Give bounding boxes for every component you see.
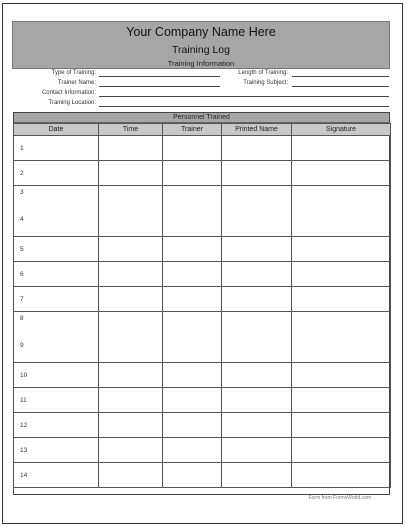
column-header-date: Date	[14, 124, 99, 136]
trainer-cell[interactable]	[163, 312, 222, 363]
time-cell[interactable]	[99, 413, 163, 438]
table-row	[14, 413, 391, 438]
time-cell[interactable]	[99, 136, 163, 161]
printed-name-cell[interactable]	[222, 413, 292, 438]
trainer-cell[interactable]	[163, 463, 222, 488]
row-number-pair[interactable]	[14, 312, 99, 363]
time-cell[interactable]	[99, 363, 163, 388]
table-row	[14, 186, 391, 237]
length-of-training-row	[220, 70, 288, 78]
printed-name-cell[interactable]	[222, 161, 292, 186]
training-subject-label: Training Subject:	[243, 80, 288, 86]
row-number[interactable]: 6	[14, 262, 99, 287]
row-number[interactable]: 1	[14, 136, 99, 161]
table-row	[14, 262, 391, 287]
length-of-training-field[interactable]	[292, 76, 389, 77]
form-header	[12, 21, 390, 69]
trainer-name-field[interactable]	[99, 86, 220, 87]
trainer-cell[interactable]	[163, 287, 222, 312]
column-header-time: Time	[99, 124, 163, 136]
column-header-signature: Signature	[292, 124, 391, 136]
time-cell[interactable]	[99, 312, 163, 363]
column-header-trainer: Trainer	[163, 124, 222, 136]
trainer-cell[interactable]	[163, 388, 222, 413]
training-subject-row	[220, 80, 288, 88]
table-row	[14, 438, 391, 463]
trainer-cell[interactable]	[163, 413, 222, 438]
type-of-training-field[interactable]	[99, 76, 220, 77]
trainer-cell[interactable]	[163, 161, 222, 186]
row-number: 9	[20, 342, 24, 349]
printed-name-cell[interactable]	[222, 388, 292, 413]
row-number[interactable]: 11	[14, 388, 99, 413]
training-location-field[interactable]	[99, 106, 389, 107]
row-number[interactable]: 7	[14, 287, 99, 312]
row-number: 8	[20, 315, 24, 322]
trainer-cell[interactable]	[163, 186, 222, 237]
printed-name-cell[interactable]	[222, 237, 292, 262]
signature-cell[interactable]	[292, 438, 391, 463]
training-location-row	[0, 100, 96, 108]
table-row	[14, 161, 391, 186]
row-number[interactable]: 2	[14, 161, 99, 186]
signature-cell[interactable]	[292, 388, 391, 413]
table-row	[14, 363, 391, 388]
personnel-trained-label: Personnel Trained	[14, 113, 389, 123]
row-number[interactable]: 5	[14, 237, 99, 262]
trainer-cell[interactable]	[163, 363, 222, 388]
contact-information-field[interactable]	[99, 96, 389, 97]
length-of-training-label: Length of Training:	[238, 70, 288, 76]
printed-name-cell[interactable]	[222, 136, 292, 161]
type-of-training-row	[0, 70, 96, 78]
row-number[interactable]: 14	[14, 463, 99, 488]
personnel-trained-table	[13, 112, 390, 495]
trainer-name-label: Trainer Name:	[57, 80, 96, 86]
row-number[interactable]: 10	[14, 363, 99, 388]
signature-cell[interactable]	[292, 413, 391, 438]
row-number[interactable]: 12	[14, 413, 99, 438]
row-number: 4	[20, 216, 24, 223]
signature-cell[interactable]	[292, 363, 391, 388]
row-number[interactable]: 13	[14, 438, 99, 463]
printed-name-cell[interactable]	[222, 287, 292, 312]
time-cell[interactable]	[99, 186, 163, 237]
trainer-cell[interactable]	[163, 438, 222, 463]
signature-cell[interactable]	[292, 463, 391, 488]
time-cell[interactable]	[99, 463, 163, 488]
time-cell[interactable]	[99, 237, 163, 262]
table-row	[14, 312, 391, 363]
printed-name-cell[interactable]	[222, 312, 292, 363]
footer-note: Form from FormsWorld.com	[308, 495, 371, 501]
time-cell[interactable]	[99, 161, 163, 186]
row-number: 3	[20, 189, 24, 196]
table-row	[14, 463, 391, 488]
signature-cell[interactable]	[292, 186, 391, 237]
table-row	[14, 388, 391, 413]
signature-cell[interactable]	[292, 161, 391, 186]
time-cell[interactable]	[99, 438, 163, 463]
table-row	[14, 136, 391, 161]
company-name: Your Company Name Here	[126, 25, 276, 39]
printed-name-cell[interactable]	[222, 186, 292, 237]
signature-cell[interactable]	[292, 136, 391, 161]
time-cell[interactable]	[99, 287, 163, 312]
printed-name-cell[interactable]	[222, 262, 292, 287]
contact-information-label: Contact Information:	[41, 90, 96, 96]
table-row	[14, 287, 391, 312]
column-header-printed-name: Printed Name	[222, 124, 292, 136]
table-row	[14, 237, 391, 262]
signature-cell[interactable]	[292, 237, 391, 262]
trainer-cell[interactable]	[163, 136, 222, 161]
signature-cell[interactable]	[292, 312, 391, 363]
contact-information-row	[0, 90, 96, 98]
signature-cell[interactable]	[292, 262, 391, 287]
time-cell[interactable]	[99, 262, 163, 287]
training-location-label: Training Location:	[48, 100, 96, 106]
type-of-training-label: Type of Training:	[51, 70, 96, 76]
row-number-pair[interactable]	[14, 186, 99, 237]
time-cell[interactable]	[99, 388, 163, 413]
trainer-cell[interactable]	[163, 262, 222, 287]
printed-name-cell[interactable]	[222, 363, 292, 388]
printed-name-cell[interactable]	[222, 438, 292, 463]
training-information-label: Training Information	[167, 59, 235, 68]
trainer-cell[interactable]	[163, 237, 222, 262]
form-title: Training Log	[172, 44, 230, 56]
printed-name-cell[interactable]	[222, 463, 292, 488]
trainer-name-row	[0, 80, 96, 88]
training-subject-field[interactable]	[292, 86, 389, 87]
signature-cell[interactable]	[292, 287, 391, 312]
personnel-grid	[13, 123, 391, 488]
